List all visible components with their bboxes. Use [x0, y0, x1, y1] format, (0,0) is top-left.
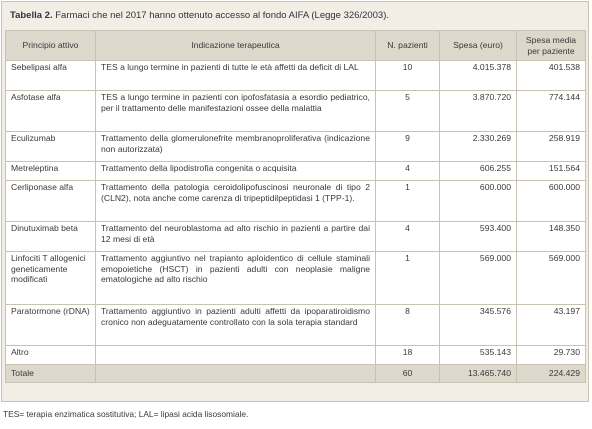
table-row: [6, 162, 586, 181]
table-caption: [10, 10, 389, 21]
header-row: [6, 31, 586, 61]
total-indication-empty: [96, 365, 376, 383]
cell-drug: Dinutuximab beta: [6, 222, 96, 252]
cell-drug: Sebelipasi alfa: [6, 61, 96, 91]
cell-drug: Metreleptina: [6, 162, 96, 181]
cell-indication: TES a lungo termine in pazienti di tutte le età affetti da deficit di LAL: [96, 61, 376, 91]
cell-patients: 9: [376, 132, 440, 162]
cell-cost: 2.330.269: [440, 132, 517, 162]
total-label: Totale: [6, 365, 96, 383]
cell-indication: [96, 346, 376, 365]
header-drug: Principio attivo: [6, 31, 96, 61]
cell-cost: 535.143: [440, 346, 517, 365]
total-avg-cost: 224.429: [517, 365, 586, 383]
table-row: [6, 346, 586, 365]
cell-drug: Eculizumab: [6, 132, 96, 162]
table-row: [6, 252, 586, 305]
table-footnote: TES= terapia enzimatica sostitutiva; LAL= lipasi acida lisosomiale.: [3, 409, 249, 419]
cell-cost: 4.015.378: [440, 61, 517, 91]
cell-avg-cost: 151.564: [517, 162, 586, 181]
cell-avg-cost: 401.538: [517, 61, 586, 91]
total-row: [6, 365, 586, 383]
header-indication: Indicazione terapeutica: [96, 31, 376, 61]
cell-patients: 1: [376, 181, 440, 222]
cell-cost: 345.576: [440, 305, 517, 346]
cell-avg-cost: 600.000: [517, 181, 586, 222]
table-row: [6, 181, 586, 222]
cell-patients: 10: [376, 61, 440, 91]
cell-patients: 1: [376, 252, 440, 305]
cell-drug: Altro: [6, 346, 96, 365]
table-row: [6, 305, 586, 346]
caption-label: Tabella 2.: [10, 10, 53, 21]
cell-patients: 5: [376, 91, 440, 132]
cell-patients: 18: [376, 346, 440, 365]
cell-cost: 593.400: [440, 222, 517, 252]
cell-drug: Asfotase alfa: [6, 91, 96, 132]
cell-avg-cost: 774.144: [517, 91, 586, 132]
header-patients: N. pazienti: [376, 31, 440, 61]
cell-drug: Cerliponase alfa: [6, 181, 96, 222]
cell-drug: Paratormone (rDNA): [6, 305, 96, 346]
table-row: [6, 222, 586, 252]
total-cost: 13.465.740: [440, 365, 517, 383]
cell-indication: Trattamento della lipodistrofia congenita o acquisita: [96, 162, 376, 181]
cell-indication: Trattamento aggiuntivo nel trapianto aploidentico di cellule staminali emopoietiche (HSCT) in pazienti adulti con neoplasie maligne ematologiche ad alto rischio: [96, 252, 376, 305]
cell-drug: Linfociti T allogenici geneticamente modificati: [6, 252, 96, 305]
cell-cost: 606.255: [440, 162, 517, 181]
table-row: [6, 91, 586, 132]
header-cost: Spesa (euro): [440, 31, 517, 61]
cell-patients: 8: [376, 305, 440, 346]
caption-text: Farmaci che nel 2017 hanno ottenuto accesso al fondo AIFA (Legge 326/2003).: [52, 10, 390, 21]
cell-patients: 4: [376, 162, 440, 181]
cell-cost: 600.000: [440, 181, 517, 222]
cell-avg-cost: 258.919: [517, 132, 586, 162]
cell-avg-cost: 43.197: [517, 305, 586, 346]
cell-indication: Trattamento della patologia ceroidolipofuscinosi neuronale di tipo 2 (CLN2), nota anche come carenza di tripeptidilpeptidasi 1 (TPP-1).: [96, 181, 376, 222]
cell-indication: Trattamento della glomerulonefrite membranoproliferativa (indicazione non autorizzata): [96, 132, 376, 162]
cell-patients: 4: [376, 222, 440, 252]
cell-indication: Trattamento del neuroblastoma ad alto rischio in pazienti a partire dai 12 mesi di età: [96, 222, 376, 252]
drugs-table: [5, 30, 586, 383]
cell-avg-cost: 569.000: [517, 252, 586, 305]
cell-cost: 569.000: [440, 252, 517, 305]
cell-avg-cost: 148.350: [517, 222, 586, 252]
table-row: [6, 61, 586, 91]
table-row: [6, 132, 586, 162]
cell-cost: 3.870.720: [440, 91, 517, 132]
cell-avg-cost: 29.730: [517, 346, 586, 365]
total-patients: 60: [376, 365, 440, 383]
cell-indication: Trattamento aggiuntivo in pazienti adulti affetti da ipoparatiroidismo cronico non adeguatamente controllato con la sola terapia standard: [96, 305, 376, 346]
cell-indication: TES a lungo termine in pazienti con ipofosfatasia a esordio pediatrico, per il trattamento delle manifestazioni ossee della malattia: [96, 91, 376, 132]
header-avg-cost: Spesa media per paziente: [517, 31, 586, 61]
